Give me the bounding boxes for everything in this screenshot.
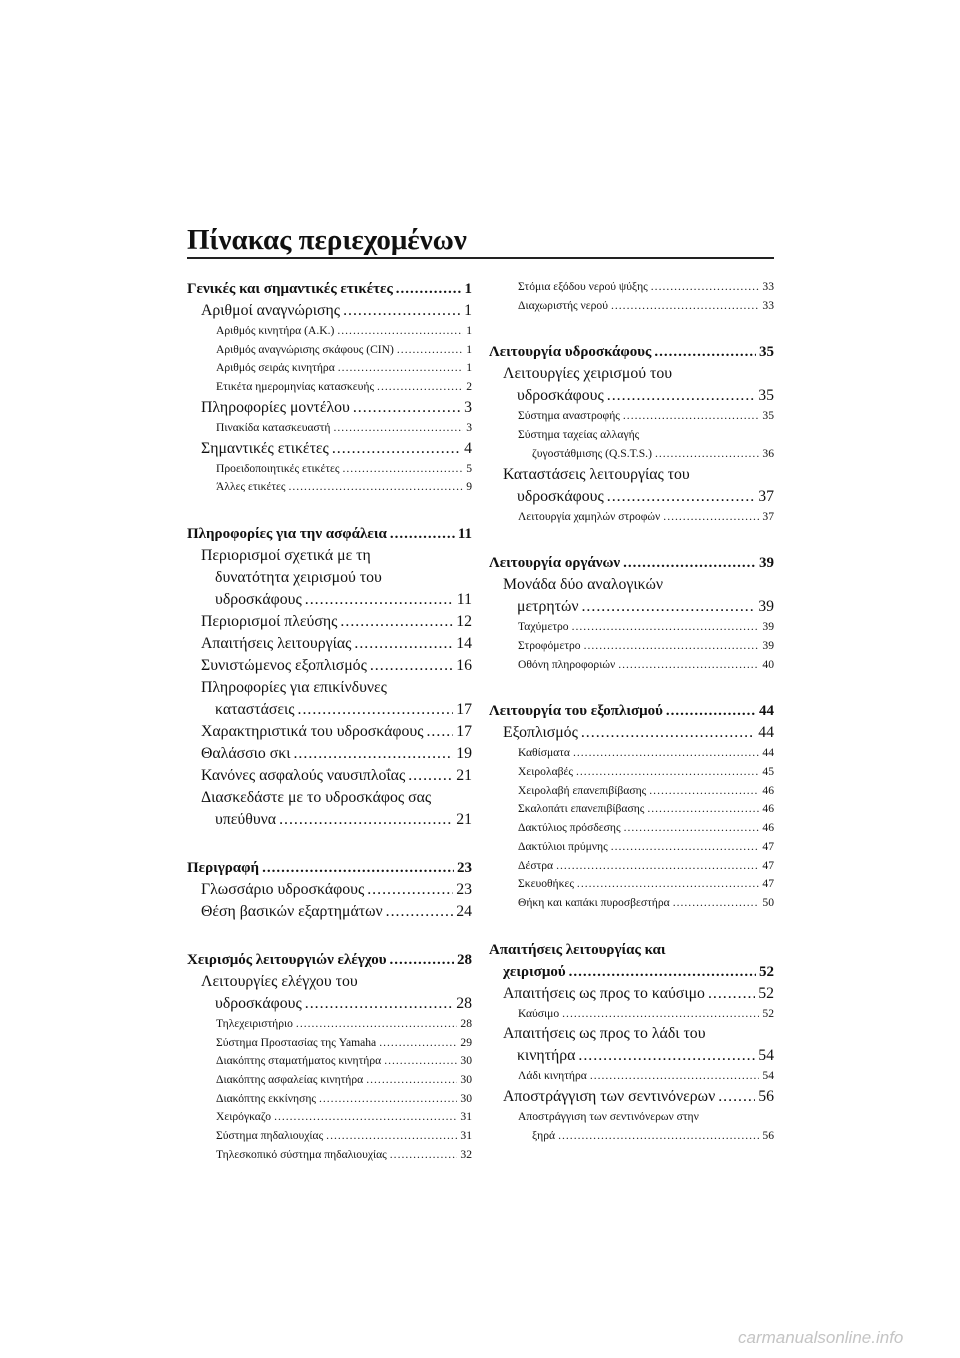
toc-section[interactable] xyxy=(489,1086,774,1108)
toc-entry-text: υδροσκάφους xyxy=(517,487,604,505)
toc-entry-text: υδροσκάφους xyxy=(215,590,302,608)
toc-subsection[interactable] xyxy=(187,1127,472,1146)
toc-subsection[interactable] xyxy=(489,1005,774,1024)
toc-entry-text: Λειτουργία χαμηλών στροφών xyxy=(518,509,661,523)
toc-section[interactable] xyxy=(187,611,472,633)
dot-leader xyxy=(334,419,464,438)
dot-leader xyxy=(558,1127,759,1146)
toc-entry-text: Χειρολαβές xyxy=(518,765,573,779)
toc-entry-text: Λειτουργία οργάνων xyxy=(489,555,621,572)
dot-leader xyxy=(578,1045,755,1067)
dot-leader xyxy=(556,857,759,876)
toc-subsection[interactable] xyxy=(489,1067,774,1086)
toc-page-number: 50 xyxy=(762,895,774,909)
toc-page-number: 17 xyxy=(456,700,472,718)
toc-subsection[interactable] xyxy=(489,744,774,763)
toc-page-number: 35 xyxy=(762,409,774,423)
dot-leader xyxy=(577,875,759,894)
toc-subsection[interactable] xyxy=(489,656,774,675)
toc-entry-text: Προειδοποιητικές ετικέτες xyxy=(216,461,340,475)
toc-page-number: 9 xyxy=(466,480,472,494)
dot-leader xyxy=(367,879,453,901)
toc-subsection[interactable] xyxy=(187,359,472,378)
toc-subsection[interactable] xyxy=(187,1146,472,1165)
toc-entry-text: Σύστημα Προστασίας της Yamaha xyxy=(216,1035,377,1049)
toc-page-number: 28 xyxy=(457,951,472,968)
toc-page-number: 1 xyxy=(464,281,472,297)
toc-entry-text-line: Απαιτήσεις ως προς το λάδι του xyxy=(503,1025,706,1043)
dot-leader xyxy=(262,857,454,879)
toc-page-number: 56 xyxy=(762,1128,774,1142)
dot-leader xyxy=(340,611,453,633)
dot-leader xyxy=(651,278,760,297)
dot-leader xyxy=(337,322,463,341)
toc-column-left xyxy=(187,278,472,1165)
toc-page-number: 36 xyxy=(762,446,774,460)
dot-leader xyxy=(584,637,760,656)
toc-section[interactable] xyxy=(187,787,472,831)
toc-subsection[interactable] xyxy=(187,341,472,360)
toc-page-number: 52 xyxy=(758,984,774,1002)
section-gap xyxy=(187,831,472,857)
toc-page-number: 35 xyxy=(758,387,774,405)
toc-entry-text: Λάδι κινητήρα xyxy=(518,1069,587,1083)
toc-chapter[interactable] xyxy=(489,552,774,574)
toc-page-number: 1 xyxy=(466,324,472,337)
toc-page-number: 47 xyxy=(762,877,774,891)
dot-leader xyxy=(569,961,756,983)
dot-leader xyxy=(384,1052,457,1071)
toc-page-number: 40 xyxy=(762,657,774,671)
toc-page-number: 39 xyxy=(762,638,774,652)
dot-leader xyxy=(370,655,453,677)
watermark: carmanualsonline.info xyxy=(738,1328,904,1347)
dot-leader xyxy=(590,1067,760,1086)
toc-entry-text: Τηλεσκοπικό σύστημα πηδαλιουχίας xyxy=(216,1147,387,1161)
toc-subsection[interactable] xyxy=(489,407,774,426)
toc-entry-text: Ετικέτα ημερομηνίας κατασκευής xyxy=(216,380,375,394)
toc-page-number: 2 xyxy=(466,380,472,394)
toc-section[interactable] xyxy=(187,879,472,901)
toc-entry-text: Χειρισμός λειτουργιών ελέγχου xyxy=(187,951,387,968)
toc-page-number: 19 xyxy=(456,744,472,762)
toc-page-number: 3 xyxy=(466,420,472,434)
toc-page-number: 23 xyxy=(456,880,472,898)
toc-section[interactable] xyxy=(187,677,472,721)
toc-page-number: 4 xyxy=(464,439,472,457)
toc-entry-text-line: Σύστημα ταχείας αλλαγής xyxy=(518,428,640,442)
toc-entry-text: Αριθμοί αναγνώρισης xyxy=(201,302,341,319)
dot-leader xyxy=(666,700,756,722)
toc-entry-text: Διακόπτης ασφαλείας κινητήρα xyxy=(216,1073,364,1087)
toc-entry-text: Γλωσσάριο υδροσκάφους xyxy=(201,880,365,898)
toc-chapter[interactable] xyxy=(489,341,774,363)
toc-section[interactable] xyxy=(187,633,472,655)
dot-leader xyxy=(305,993,453,1015)
toc-entry-text: υδροσκάφους xyxy=(517,387,604,405)
toc-section[interactable] xyxy=(187,300,472,322)
toc-subsection[interactable] xyxy=(489,894,774,913)
toc-entry-text: Καύσιμο xyxy=(518,1006,560,1020)
dot-leader xyxy=(408,765,453,787)
dot-leader xyxy=(305,589,454,611)
dot-leader xyxy=(390,1146,458,1165)
toc-entry-text-line: Απαιτήσεις λειτουργίας και xyxy=(489,941,666,958)
toc-entry-text: Τηλεχειριστήριο xyxy=(216,1016,293,1030)
toc-entry-text: Πληροφορίες μοντέλου xyxy=(201,398,350,416)
toc-section[interactable] xyxy=(489,363,774,407)
toc-chapter[interactable] xyxy=(187,278,472,300)
toc-subsection[interactable] xyxy=(187,1071,472,1090)
toc-page-number: 56 xyxy=(758,1088,774,1106)
toc-entry-text-line: Πληροφορίες για επικίνδυνες xyxy=(201,678,387,696)
toc-subsection[interactable] xyxy=(489,819,774,838)
dot-leader xyxy=(623,552,756,574)
toc-page-number: 52 xyxy=(759,963,774,980)
toc-entry-text: Χειρόγκαζο xyxy=(216,1110,272,1124)
toc-entry-text: Απαιτήσεις λειτουργίας xyxy=(201,634,352,652)
toc-entry-text: Θέση βασικών εξαρτημάτων xyxy=(201,902,383,920)
toc-subsection[interactable] xyxy=(187,1034,472,1053)
toc-subsection[interactable] xyxy=(187,1052,472,1071)
dot-leader xyxy=(649,782,759,801)
toc-page-number: 44 xyxy=(759,703,774,720)
dot-leader xyxy=(607,385,755,407)
toc-entry-text: Δακτύλιοι πρύμνης xyxy=(518,839,608,853)
dot-leader xyxy=(396,278,462,300)
toc-section[interactable] xyxy=(187,438,472,460)
toc-page-number: 21 xyxy=(456,766,472,784)
toc-entry-text: Στροφόμετρο xyxy=(518,638,581,652)
toc-entry-text-line: Λειτουργίες χειρισμού του xyxy=(503,365,673,383)
section-gap xyxy=(187,497,472,523)
toc-entry-text: Λειτουργία του εξοπλισμού xyxy=(489,703,663,720)
section-gap xyxy=(489,913,774,939)
dot-leader xyxy=(562,1005,759,1024)
toc-page-number: 21 xyxy=(456,810,472,828)
dot-leader xyxy=(366,1071,457,1090)
toc-subsection[interactable] xyxy=(187,460,472,479)
toc-entry-text: Χαρακτηριστικά του υδροσκάφους xyxy=(201,722,424,740)
toc-page-number: 47 xyxy=(762,858,774,872)
toc-page-number: 46 xyxy=(762,821,774,835)
toc-entry-text: Εξοπλισμός xyxy=(503,724,578,742)
toc-entry-text: Κανόνες ασφαλούς ναυσιπλοΐας xyxy=(201,766,406,784)
toc-entry-text: Σκευοθήκες xyxy=(518,877,574,891)
toc-page-number: 31 xyxy=(460,1129,472,1143)
toc-entry-text: Λειτουργία υδροσκάφους xyxy=(489,344,652,361)
toc-subsection[interactable] xyxy=(489,426,774,463)
dot-leader xyxy=(618,656,759,675)
toc-section[interactable] xyxy=(187,901,472,923)
toc-page-number: 1 xyxy=(464,302,472,319)
toc-subsection[interactable] xyxy=(489,278,774,297)
section-gap xyxy=(489,674,774,700)
dot-leader xyxy=(655,445,759,464)
toc-section[interactable] xyxy=(187,765,472,787)
toc-chapter[interactable] xyxy=(187,949,472,971)
toc-page-number: 39 xyxy=(762,620,774,634)
toc-page-number: 33 xyxy=(762,298,774,312)
toc-subsection[interactable] xyxy=(489,618,774,637)
toc-page-number: 54 xyxy=(758,1047,774,1065)
toc-subsection[interactable] xyxy=(489,857,774,876)
toc-subsection[interactable] xyxy=(187,1108,472,1127)
toc-entry-text: ζυγοστάθμισης (Q.S.T.S.) xyxy=(532,446,652,460)
toc-page-number: 32 xyxy=(460,1147,472,1161)
toc-subsection[interactable] xyxy=(187,1015,472,1034)
dot-leader xyxy=(611,297,759,316)
toc-page-number: 28 xyxy=(456,994,472,1012)
toc-entry-text-line: δυνατότητα χειρισμού του xyxy=(215,568,382,586)
toc-entry-text: Διαχωριστής νερού xyxy=(518,298,608,312)
toc-entry-text: Ταχύμετρο xyxy=(518,620,569,634)
dot-leader xyxy=(326,1127,457,1146)
toc-entry-text: Πληροφορίες για την ασφάλεια xyxy=(187,525,387,542)
toc-entry-text: Σύστημα πηδαλιουχίας xyxy=(216,1129,324,1143)
dot-leader xyxy=(572,618,760,637)
dot-leader xyxy=(274,1108,457,1127)
toc-entry-text: υδροσκάφους xyxy=(215,994,302,1012)
toc-subsection[interactable] xyxy=(489,1108,774,1145)
toc-subsection[interactable] xyxy=(489,800,774,819)
dot-leader xyxy=(293,743,453,765)
dot-leader xyxy=(343,300,461,322)
dot-leader xyxy=(623,407,760,426)
dot-leader xyxy=(343,460,464,479)
page-title: Πίνακας περιεχομένων xyxy=(187,224,467,256)
toc-page-number: 23 xyxy=(457,859,472,876)
toc-entry-text: Πινακίδα κατασκευαστή xyxy=(216,420,331,434)
toc-section[interactable] xyxy=(187,545,472,611)
dot-leader xyxy=(288,478,463,497)
toc-page-number: 17 xyxy=(456,722,472,740)
section-gap xyxy=(489,315,774,341)
toc-page-number: 24 xyxy=(456,902,472,920)
toc-page-number: 46 xyxy=(762,802,774,816)
toc-subsection[interactable] xyxy=(187,378,472,397)
dot-leader xyxy=(319,1090,457,1109)
toc-column-right xyxy=(489,278,774,1145)
toc-page-number: 39 xyxy=(758,598,774,616)
toc-subsection[interactable] xyxy=(489,782,774,801)
toc-entry-text-line: Περιορισμοί σχετικά με τη xyxy=(201,546,371,564)
toc-entry-text-line: Μονάδα δύο αναλογικών xyxy=(503,576,663,594)
toc-subsection[interactable] xyxy=(489,875,774,894)
toc-page-number: 45 xyxy=(762,765,774,779)
toc-entry-text: Σημαντικές ετικέτες xyxy=(201,439,329,457)
dot-leader xyxy=(298,699,454,721)
toc-entry-text: Οθόνη πληροφοριών xyxy=(518,657,616,671)
toc-entry-text: κινητήρα xyxy=(517,1047,576,1065)
dot-leader xyxy=(708,983,755,1005)
toc-subsection[interactable] xyxy=(187,478,472,497)
dot-leader xyxy=(624,819,760,838)
dot-leader xyxy=(663,508,759,527)
toc-subsection[interactable] xyxy=(187,419,472,438)
dot-leader xyxy=(379,1034,457,1053)
toc-page-number: 39 xyxy=(759,555,774,572)
toc-page-number: 1 xyxy=(466,342,472,356)
toc-entry-text-line: Λειτουργίες ελέγχου του xyxy=(201,972,358,990)
toc-subsection[interactable] xyxy=(187,322,472,341)
toc-entry-text: Απαιτήσεις ως προς το καύσιμο xyxy=(503,984,705,1002)
toc-section[interactable] xyxy=(187,721,472,743)
toc-entry-text: Συνιστώμενος εξοπλισμός xyxy=(201,656,367,674)
toc-page-number: 44 xyxy=(762,746,774,760)
toc-entry-text: Αριθμός αναγνώρισης σκάφους (CIN) xyxy=(216,342,394,356)
toc-entry-text: ξηρά xyxy=(532,1128,556,1142)
toc-entry-text: Σκαλοπάτι επανεπιβίβασης xyxy=(518,802,645,816)
toc-page-number: 11 xyxy=(456,590,472,608)
toc-entry-text: Σύστημα αναστροφής xyxy=(518,409,620,423)
toc-page-number: 29 xyxy=(460,1035,472,1049)
section-gap xyxy=(489,526,774,552)
toc-page-number: 12 xyxy=(456,612,472,630)
toc-page-number: 37 xyxy=(762,509,774,523)
toc-chapter[interactable] xyxy=(187,857,472,879)
dot-leader xyxy=(611,838,760,857)
toc-subsection[interactable] xyxy=(489,297,774,316)
toc-page-number: 1 xyxy=(466,361,472,375)
toc-entry-text: Άλλες ετικέτες xyxy=(216,480,286,494)
toc-entry-text: καταστάσεις xyxy=(215,700,295,718)
toc-page-number: 30 xyxy=(460,1073,472,1087)
dot-leader xyxy=(377,378,463,397)
toc-page-number: 54 xyxy=(762,1069,774,1083)
toc-page-number: 5 xyxy=(466,461,472,475)
toc-entry-text-line: Καταστάσεις λειτουργίας του xyxy=(503,465,690,483)
toc-page-number: 47 xyxy=(762,839,774,853)
dot-leader xyxy=(607,486,755,508)
toc-chapter[interactable] xyxy=(489,939,774,983)
toc-entry-text: Αποστράγγιση των σεντινόνερων xyxy=(503,1088,716,1106)
toc-subsection[interactable] xyxy=(489,508,774,527)
toc-page-number: 16 xyxy=(456,656,472,674)
toc-entry-text: Θήκη και καπάκι πυροσβεστήρα xyxy=(518,895,670,909)
toc-entry-text-line: Διασκεδάστε με το υδροσκάφος σας xyxy=(201,788,432,806)
toc-entry-text: Περιγραφή xyxy=(187,859,260,876)
dot-leader xyxy=(279,809,453,831)
toc-section[interactable] xyxy=(489,464,774,508)
dot-leader xyxy=(581,596,755,618)
dot-leader xyxy=(296,1015,457,1034)
dot-leader xyxy=(654,341,756,363)
toc-entry-text: Αριθμός κινητήρα (A.K.) xyxy=(216,324,335,337)
toc-entry-text: Διακόπτης εκκίνησης xyxy=(216,1091,316,1105)
toc-subsection[interactable] xyxy=(187,1090,472,1109)
dot-leader xyxy=(576,763,759,782)
toc-page-number: 14 xyxy=(456,634,472,652)
dot-leader xyxy=(386,901,454,923)
toc-section[interactable] xyxy=(489,983,774,1005)
toc-entry-text: Περιορισμοί πλεύσης xyxy=(201,612,338,630)
toc-entry-text-line: Αποστράγγιση των σεντινόνερων στην xyxy=(518,1110,699,1124)
dot-leader xyxy=(673,894,760,913)
toc-page-number: 30 xyxy=(460,1054,472,1068)
toc-section[interactable] xyxy=(187,971,472,1015)
toc-entry-text: Στόμια εξόδου νερού ψύξης xyxy=(518,280,648,293)
toc-page-number: 28 xyxy=(460,1016,472,1030)
toc-page-number: 3 xyxy=(464,398,472,416)
toc-entry-text: Αριθμός σειράς κινητήρα xyxy=(216,361,335,375)
toc-subsection[interactable] xyxy=(489,637,774,656)
dot-leader xyxy=(581,722,755,744)
toc-entry-text: Θαλάσσιο σκι xyxy=(201,744,291,762)
toc-section[interactable] xyxy=(489,722,774,744)
toc-section[interactable] xyxy=(187,397,472,419)
toc-section[interactable] xyxy=(187,655,472,677)
dot-leader xyxy=(718,1086,755,1108)
toc-section[interactable] xyxy=(187,743,472,765)
toc-entry-text: Διακόπτης σταματήματος κινητήρα xyxy=(216,1054,382,1068)
toc-entry-text: Χειρολαβή επανεπιβίβασης xyxy=(518,783,647,797)
dot-leader xyxy=(573,744,759,763)
toc-page-number: 44 xyxy=(758,724,774,742)
toc-page-number: 52 xyxy=(762,1006,774,1020)
section-gap xyxy=(187,923,472,949)
dot-leader xyxy=(354,633,453,655)
dot-leader xyxy=(426,721,453,743)
dot-leader xyxy=(338,359,463,378)
dot-leader xyxy=(390,949,454,971)
toc-page-number: 37 xyxy=(758,487,774,505)
toc-chapter[interactable] xyxy=(489,700,774,722)
toc-section[interactable] xyxy=(489,574,774,618)
toc-page-number: 46 xyxy=(762,783,774,797)
toc-entry-text: χειρισμού xyxy=(503,963,566,980)
toc-entry-text: υπεύθυνα xyxy=(215,810,277,828)
toc-page-number: 31 xyxy=(460,1110,472,1124)
toc-subsection[interactable] xyxy=(489,838,774,857)
dot-leader xyxy=(397,341,463,360)
toc-page-number: 30 xyxy=(460,1091,472,1105)
toc-entry-text: Καθίσματα xyxy=(518,746,570,760)
toc-subsection[interactable] xyxy=(489,763,774,782)
toc-entry-text: Δακτύλιος πρόσδεσης xyxy=(518,821,621,835)
dot-leader xyxy=(332,438,461,460)
toc-page-number: 33 xyxy=(762,280,774,293)
toc-entry-text: Γενικές και σημαντικές ετικέτες xyxy=(187,281,393,297)
dot-leader xyxy=(353,397,461,419)
toc-chapter[interactable] xyxy=(187,523,472,545)
toc-entry-text: Δέστρα xyxy=(518,858,554,872)
toc-entry-text: μετρητών xyxy=(517,598,579,616)
dot-leader xyxy=(647,800,759,819)
toc-page-number: 11 xyxy=(457,525,472,542)
toc-section[interactable] xyxy=(489,1023,774,1067)
dot-leader xyxy=(390,523,455,545)
title-divider xyxy=(187,257,774,259)
toc-page-number: 35 xyxy=(759,344,774,361)
